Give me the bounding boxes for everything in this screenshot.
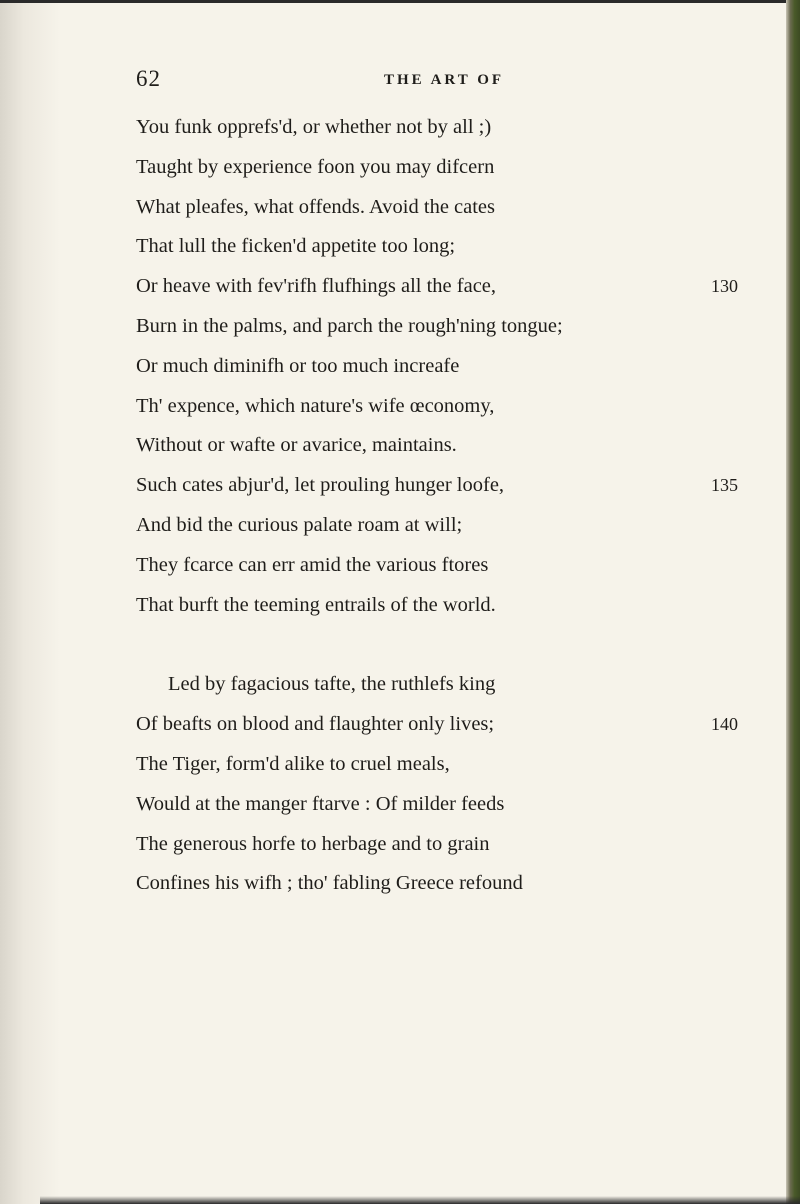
verse-line (136, 864, 726, 904)
verse-line (136, 665, 726, 705)
line-number: 135 (711, 475, 738, 496)
verse-line (136, 745, 726, 785)
verse-line (136, 108, 726, 148)
verse-line (136, 387, 726, 427)
gutter-shadow (0, 0, 60, 1204)
verse-line (136, 586, 726, 626)
poem-text (136, 108, 738, 904)
verse-text: Led by fagacious tafte, the ruthlefs king (168, 673, 496, 696)
page-right-edge (786, 0, 800, 1204)
verse-text: They fcarce can err amid the various ftores (136, 553, 489, 576)
verse-line (136, 466, 738, 506)
verse-line (136, 148, 726, 188)
verse-line (136, 307, 726, 347)
verse-text: Of beafts on blood and flaughter only lives; (136, 713, 495, 736)
verse-text: Such cates abjur'd, let prouling hunger loofe, (136, 474, 505, 497)
verse-line (136, 705, 738, 745)
verse-text: That burft the teeming entrails of the world. (136, 593, 496, 616)
stanza-2 (136, 665, 738, 904)
verse-line (136, 426, 726, 466)
verse-text: Burn in the palms, and parch the rough'ning tongue; (136, 314, 563, 337)
page-top-edge (0, 0, 790, 3)
line-number: 130 (711, 276, 738, 297)
verse-text: The generous horfe to herbage and to grain (136, 832, 490, 855)
verse-text: Would at the manger ftarve : Of milder feeds (136, 792, 505, 815)
verse-text: What pleafes, what offends. Avoid the cates (136, 195, 496, 218)
verse-text: Th' expence, which nature's wife œconomy, (136, 394, 495, 417)
verse-text: Confines his wifh ; tho' fabling Greece refound (136, 872, 523, 895)
page-number: 62 (136, 66, 161, 91)
verse-text: And bid the curious palate roam at will; (136, 513, 463, 536)
verse-line (136, 825, 726, 865)
verse-line (136, 227, 726, 267)
verse-text: Without or wafte or avarice, maintains. (136, 434, 457, 457)
verse-text: You funk opprefs'd, or whether not by all ;) (136, 116, 492, 138)
page-bottom-edge (40, 1196, 800, 1204)
line-number: 140 (711, 714, 738, 735)
stanza-1 (136, 108, 738, 625)
verse-line (136, 188, 726, 228)
verse-line (136, 347, 726, 387)
verse-text: Or heave with fev'rifh flufhings all the face, (136, 275, 497, 298)
stanza-break (136, 625, 726, 665)
verse-line (136, 785, 726, 825)
verse-text: That lull the ficken'd appetite too long; (136, 235, 456, 258)
verse-text: Or much diminifh or too much increafe (136, 354, 460, 377)
page-header (136, 66, 696, 96)
verse-line (136, 267, 738, 307)
verse-text: Taught by experience foon you may difcern (136, 155, 495, 178)
verse-text: The Tiger, form'd alike to cruel meals, (136, 752, 450, 775)
running-head: THE ART OF (384, 72, 505, 88)
verse-line (136, 506, 726, 546)
verse-line (136, 546, 726, 586)
